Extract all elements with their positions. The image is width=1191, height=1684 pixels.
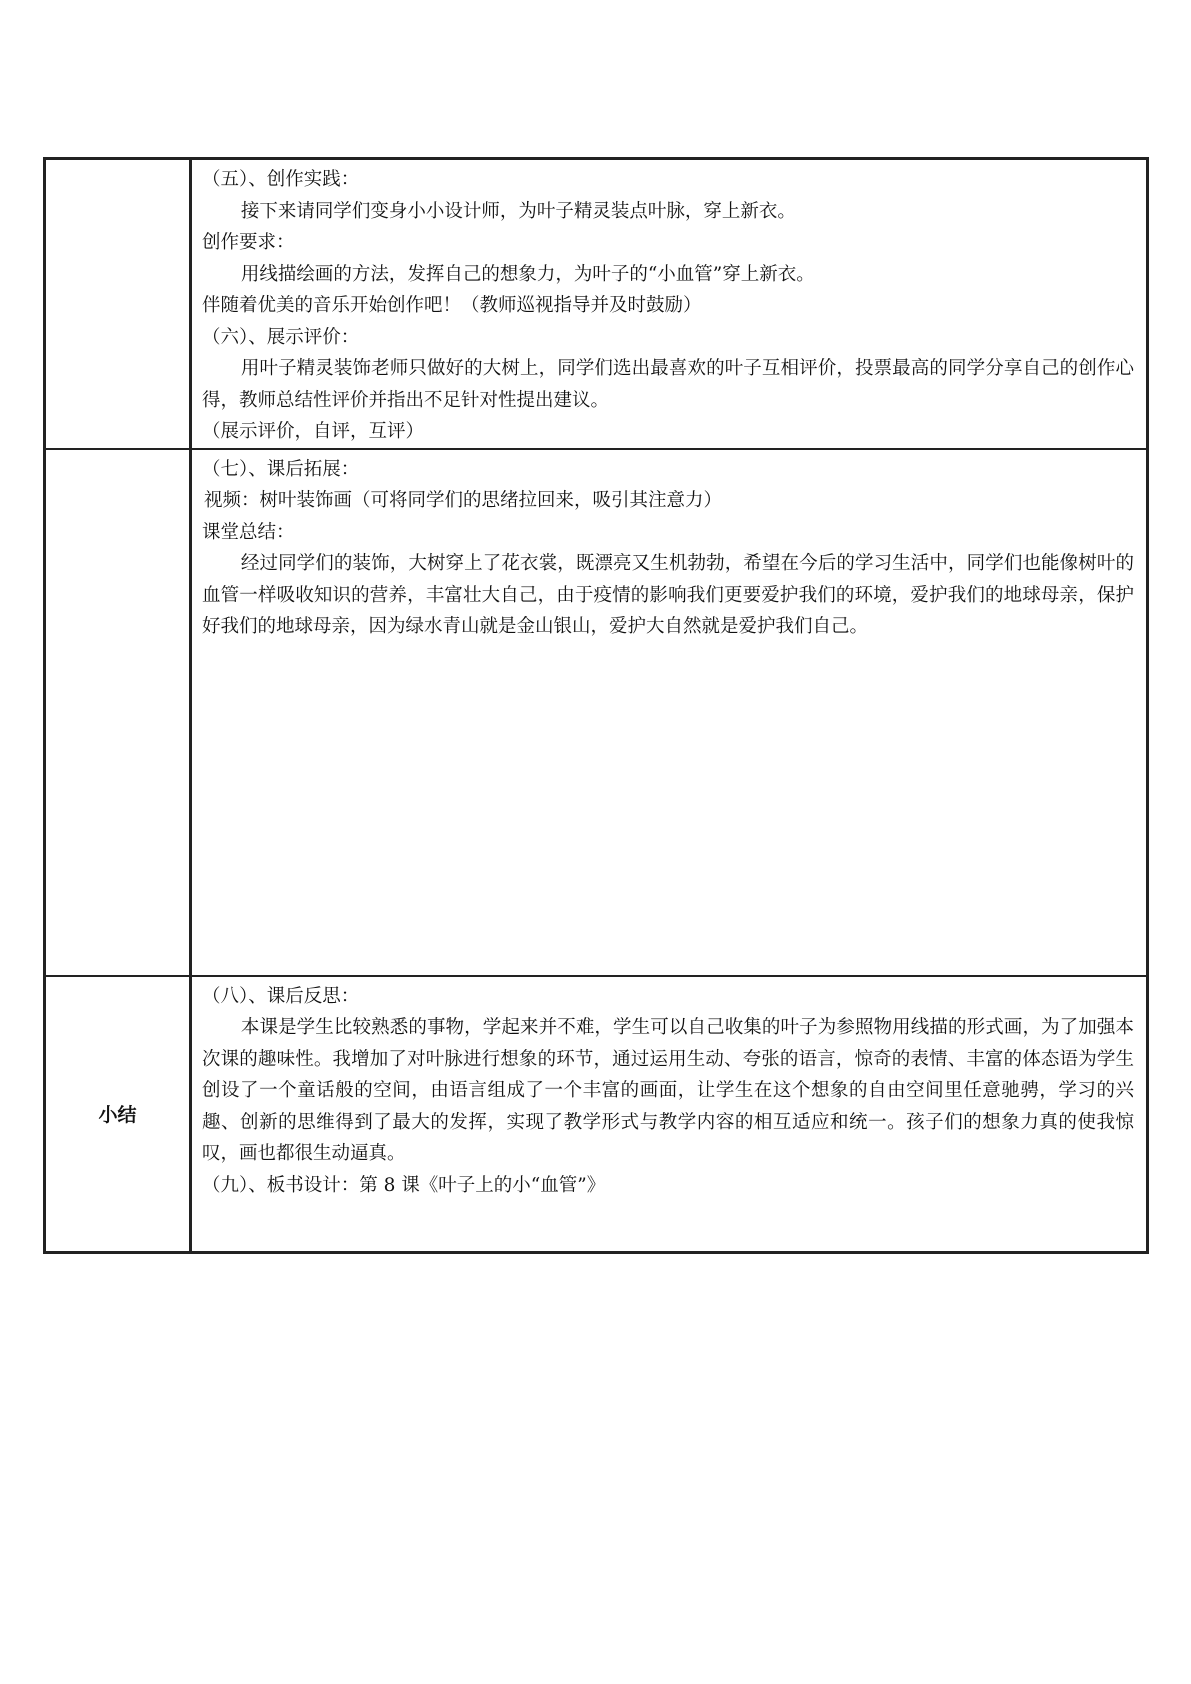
section-heading-reflection: （八）、课后反思： bbox=[202, 985, 360, 1007]
row-content-cell bbox=[191, 159, 1148, 449]
lesson-plan-table bbox=[43, 157, 1149, 1254]
paragraph-text: 用线描绘画的方法，发挥自己的想象力，为叶子的“小血管”穿上新衣。 bbox=[240, 263, 815, 285]
row-label-cell bbox=[45, 159, 191, 449]
row-label-summary: 小结 bbox=[98, 1104, 137, 1126]
paragraph-text: （展示评价，自评，互评） bbox=[202, 421, 425, 442]
paragraph-text: 伴随着优美的音乐开始创作吧！（教师巡视指导并及时鼓励） bbox=[202, 295, 702, 316]
paragraph-text: 经过同学们的装饰，大树穿上了花衣裳，既漂亮又生机勃勃，希望在今后的学习生活中，同学们也能像树叶的血管一样吸收知识的营养，丰富壮大自己，由于疫情的影响我们更要爱护我们的环境，爱护我们的地球母亲，保护好我们的地球母亲，因为绿水青山就是金山银山，爱护大自然就是爱护我们自己。 bbox=[202, 553, 1134, 637]
paragraph-text: 本课是学生比较熟悉的事物，学起来并不难，学生可以自己收集的叶子为参照物用线描的形式画，为了加强本次课的趣味性。我增加了对叶脉进行想象的环节，通过运用生动、夸张的语言，惊奇的表情、丰富的体态语为学生创设了一个童话般的空间，由语言组成了一个丰富的画面，让学生在这个想象的自由空间里任意驰骋，学习的兴趣、创新的思维得到了最大的发挥，实现了教学形式与教学内容的相互适应和统一。孩子们的想象力真的使我惊叹，画也都很生动逼真。 bbox=[202, 1017, 1134, 1164]
row-label-cell bbox=[45, 976, 191, 1253]
table-row bbox=[45, 976, 1148, 1253]
sub-heading-summary: 课堂总结： bbox=[202, 521, 295, 543]
row-label-cell bbox=[45, 449, 191, 976]
table-row bbox=[45, 449, 1148, 976]
row-content-cell bbox=[191, 976, 1148, 1253]
section-heading-extension: （七）、课后拓展： bbox=[202, 458, 360, 480]
paragraph-text: 用叶子精灵装饰老师只做好的大树上，同学们选出最喜欢的叶子互相评价，投票最高的同学分享自己的创作心得，教师总结性评价并指出不足针对性提出建议。 bbox=[202, 358, 1134, 411]
paragraph-text: 接下来请同学们变身小小设计师，为叶子精灵装点叶脉，穿上新衣。 bbox=[240, 200, 796, 222]
row-content-cell bbox=[191, 449, 1148, 976]
paragraph-text: 视频：树叶装饰画（可将同学们的思绪拉回来，吸引其注意力） bbox=[204, 490, 723, 511]
section-heading-board-design: （九）、板书设计：第 8 课《叶子上的小“血管”》 bbox=[202, 1174, 606, 1196]
section-heading-display-evaluation: （六）、展示评价： bbox=[202, 326, 360, 348]
table-row bbox=[45, 159, 1148, 449]
sub-heading-requirements: 创作要求： bbox=[202, 232, 295, 253]
section-heading-creation-practice: （五）、创作实践： bbox=[202, 169, 360, 190]
